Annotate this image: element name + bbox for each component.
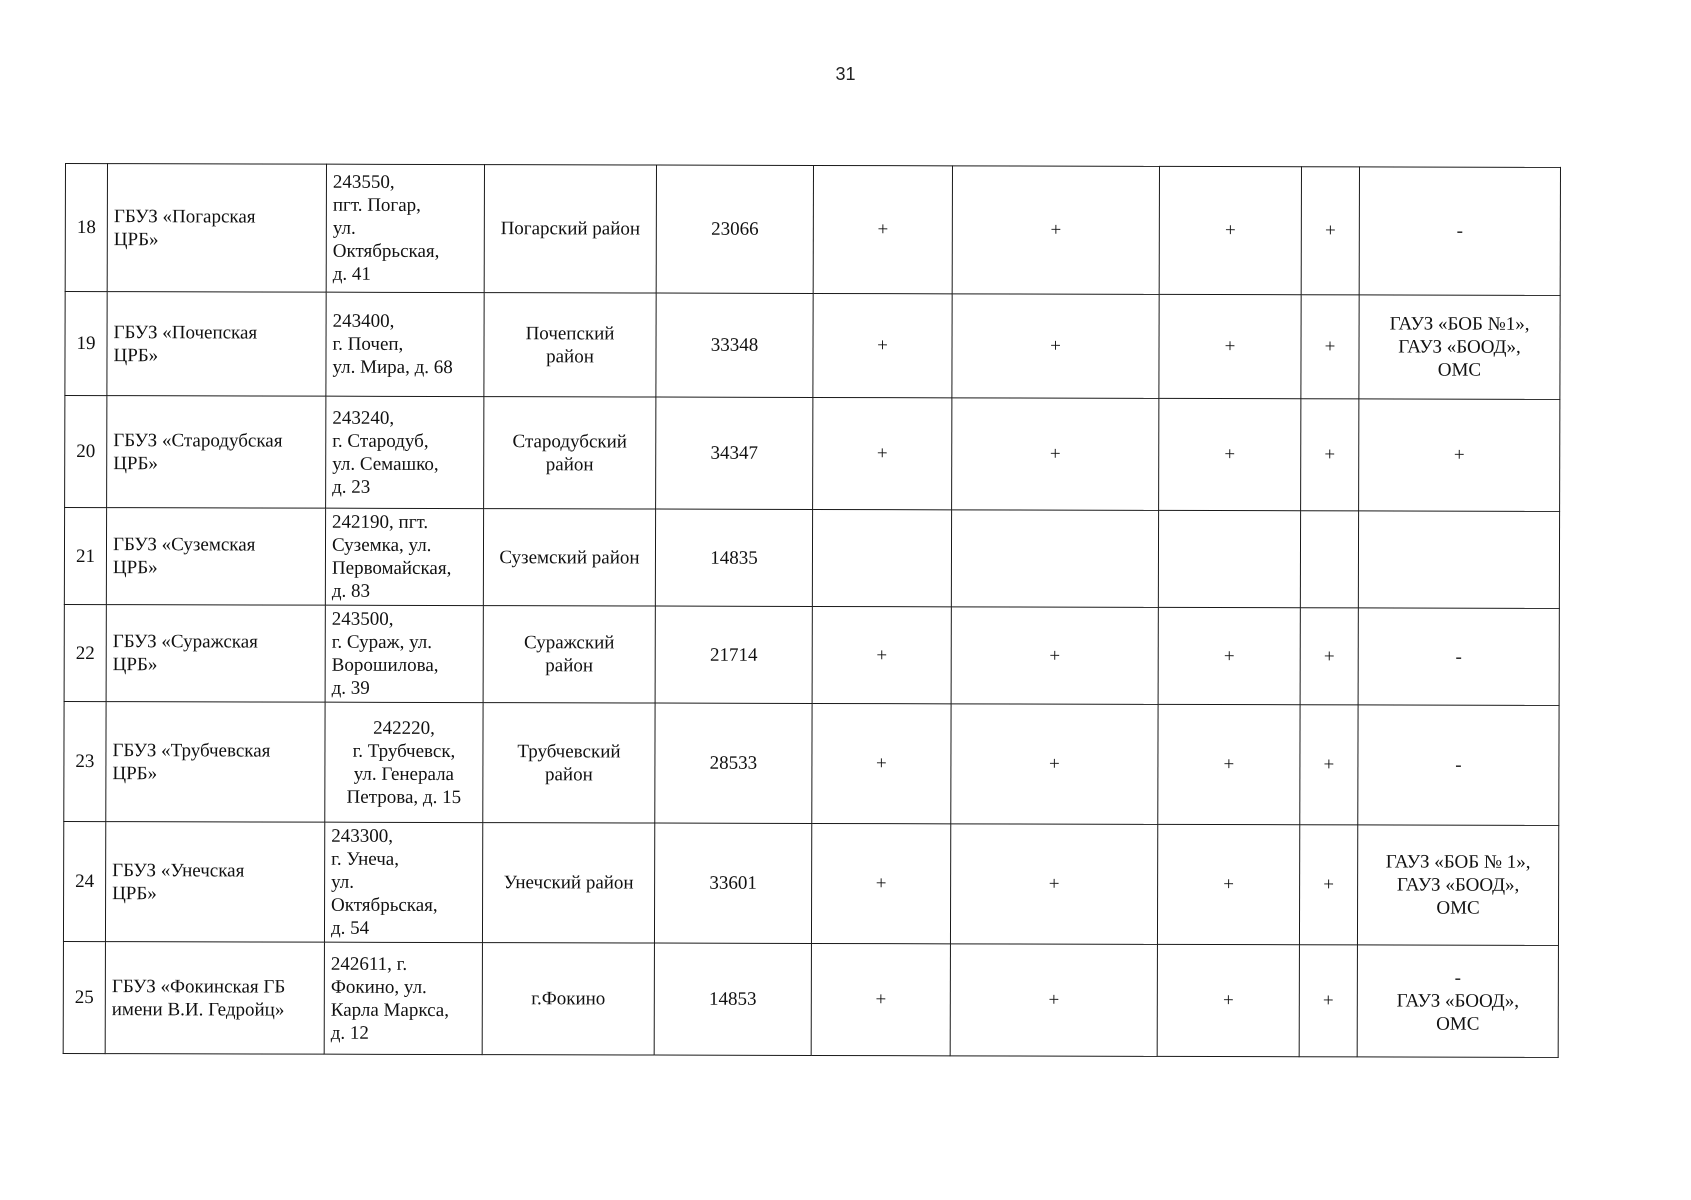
service-area-cell-line: Стародубский: [512, 430, 628, 452]
address-cell-line: г. Сураж, ул.: [331, 631, 433, 653]
table-row: [63, 941, 1558, 1057]
mark-cell: +: [811, 823, 950, 943]
service-area-cell-line: район: [545, 655, 594, 677]
mark-cell: +: [1300, 705, 1358, 825]
address-cell-line: ул. Мира, д. 68: [332, 356, 453, 379]
partner-note-cell: [1359, 399, 1560, 512]
table-row: [64, 508, 1559, 609]
mark-cell: +: [1157, 824, 1299, 944]
mark-cell: +: [813, 397, 952, 509]
address-cell-line: пгт. Погар,: [332, 194, 421, 216]
address-cell-line: 243400,: [332, 310, 395, 332]
address-cell-line: ул. Генерала: [353, 763, 455, 785]
table-row: [65, 292, 1560, 400]
institution-name-cell-line: ГБУЗ «Фокинская ГБ: [111, 975, 286, 998]
address-cell-line: д. 23: [332, 476, 371, 498]
population-cell: 33601: [654, 823, 811, 943]
institution-name-cell: [107, 396, 326, 509]
mark-cell: [1158, 510, 1300, 607]
partner-note-cell-line: ОМС: [1437, 359, 1482, 381]
address-cell-line: д. 41: [332, 263, 371, 285]
partner-note-cell-line: ОМС: [1436, 1013, 1480, 1035]
address-cell-line: д. 83: [331, 580, 371, 602]
partner-note-cell-line: ГАУЗ «БОБ № 1»,: [1385, 851, 1531, 873]
table-row: [65, 164, 1560, 296]
partner-note-cell-line: ГАУЗ «БООД»,: [1396, 990, 1520, 1012]
service-area-cell-line: Суземский район: [499, 546, 640, 569]
address-cell-line: д. 12: [330, 1022, 369, 1044]
service-area-cell-line: Унечский район: [503, 872, 634, 894]
mark-cell: +: [951, 704, 1158, 825]
row-number-cell: 22: [64, 604, 106, 701]
row-number-cell: 23: [64, 701, 106, 821]
mark-cell: +: [812, 703, 951, 823]
address-cell-line: Карла Маркса,: [330, 999, 450, 1021]
mark-cell: +: [950, 824, 1157, 945]
mark-cell: +: [952, 294, 1159, 399]
registry-table-wrapper: [63, 163, 1561, 1058]
table-row: [65, 396, 1560, 512]
service-area-cell-line: Погарский район: [500, 218, 641, 240]
institution-name-cell-line: ЦРБ»: [112, 557, 158, 579]
row-number-cell: 21: [64, 508, 106, 605]
service-area-cell-line: г.Фокино: [531, 988, 606, 1010]
institution-name-cell: [106, 605, 325, 703]
address-cell-line: 243240,: [332, 407, 395, 429]
service-area-cell: [482, 943, 654, 1055]
service-area-cell-line: район: [546, 345, 594, 367]
service-area-cell-line: Почепский: [525, 322, 615, 344]
partner-note-cell: [1358, 511, 1559, 609]
row-number-cell: 20: [65, 396, 107, 508]
institution-name-cell: [106, 702, 325, 823]
address-cell: [326, 164, 484, 292]
institution-name-cell: [106, 508, 325, 606]
registry-table: [63, 163, 1561, 1058]
mark-cell: [1300, 511, 1358, 608]
row-number-cell: 24: [63, 821, 105, 941]
address-cell-line: 243550,: [332, 171, 395, 193]
mark-cell: +: [1159, 294, 1301, 398]
institution-name-cell-line: ЦРБ»: [113, 228, 159, 250]
institution-name-cell-line: ГБУЗ «Погарская: [113, 205, 256, 227]
institution-name-cell: [105, 822, 324, 943]
institution-name-cell: [105, 942, 324, 1055]
address-cell: [325, 508, 483, 605]
institution-name-cell-line: ЦРБ»: [113, 344, 159, 366]
row-number-cell: 19: [65, 292, 107, 396]
population-cell: 14853: [654, 943, 811, 1055]
address-cell: [324, 822, 482, 942]
partner-note-cell-line: -: [1454, 967, 1462, 989]
partner-note-cell: [1357, 825, 1558, 946]
service-area-cell-line: район: [544, 763, 593, 785]
service-area-cell-line: район: [545, 453, 594, 475]
address-cell: [324, 942, 482, 1054]
partner-note-cell-line: +: [1453, 444, 1465, 466]
address-cell-line: 242220,: [373, 717, 435, 739]
service-area-cell: [483, 509, 655, 606]
institution-name-cell-line: ГБУЗ «Стародубская: [113, 429, 283, 452]
mark-cell: +: [1299, 945, 1357, 1057]
address-cell-line: г. Трубчевск,: [352, 740, 456, 762]
address-cell-line: д. 54: [330, 917, 370, 939]
table-body: [63, 164, 1560, 1058]
table-row: [64, 701, 1559, 825]
mark-cell: +: [1300, 608, 1358, 705]
institution-name-cell-line: ГБУЗ «Трубчевская: [112, 739, 271, 762]
mark-cell: [812, 509, 951, 606]
partner-note-cell-line: ОМС: [1436, 897, 1480, 919]
institution-name-cell-line: ГБУЗ «Унечская: [112, 859, 245, 881]
address-cell: [325, 605, 483, 702]
partner-note-cell-line: -: [1455, 754, 1462, 776]
address-cell-line: Суземка, ул.: [331, 534, 432, 556]
address-cell-line: 242190, пгт.: [332, 511, 429, 533]
mark-cell: +: [813, 165, 952, 293]
address-cell-line: Фокино, ул.: [330, 976, 427, 998]
address-cell-line: д. 39: [331, 677, 370, 699]
address-cell-line: ул. Семашко,: [332, 453, 439, 475]
institution-name-cell: [107, 292, 326, 397]
row-number-cell: 18: [65, 164, 107, 292]
page-number: 31: [835, 64, 856, 84]
address-cell-line: г. Почеп,: [332, 333, 404, 355]
mark-cell: +: [813, 293, 952, 397]
service-area-cell-line: Суражский: [523, 632, 615, 654]
institution-name-cell: [107, 164, 326, 293]
address-cell-line: г. Стародуб,: [332, 430, 429, 452]
partner-note-cell-line: -: [1455, 646, 1462, 668]
population-cell: 28533: [655, 703, 812, 823]
population-cell: 14835: [655, 509, 812, 606]
institution-name-cell-line: ЦРБ»: [112, 882, 157, 904]
mark-cell: +: [1158, 704, 1300, 824]
address-cell: [325, 702, 483, 822]
mark-cell: +: [1301, 399, 1359, 511]
partner-note-cell-line: ГАУЗ «БООД»,: [1396, 874, 1520, 896]
mark-cell: +: [1159, 398, 1301, 510]
address-cell: [326, 292, 484, 396]
partner-note-cell: [1358, 705, 1559, 826]
partner-note-cell: [1359, 167, 1560, 296]
mark-cell: +: [1157, 944, 1299, 1056]
address-cell-line: Первомайская,: [331, 557, 452, 580]
service-area-cell: [484, 397, 656, 509]
partner-note-cell-line: -: [1456, 220, 1464, 242]
address-cell-line: Октябрьская,: [332, 240, 440, 262]
institution-name-cell-line: ГБУЗ «Суземская: [112, 534, 256, 556]
mark-cell: +: [812, 606, 951, 703]
population-cell: 33348: [656, 293, 813, 397]
mark-cell: +: [952, 398, 1159, 511]
partner-note-cell: [1359, 295, 1560, 400]
population-cell: 23066: [656, 165, 813, 293]
service-area-cell: [484, 165, 656, 293]
service-area-cell: [484, 293, 656, 397]
service-area-cell-line: Трубчевский: [517, 740, 621, 762]
row-number-cell: 25: [63, 941, 105, 1053]
partner-note-cell-line: ГАУЗ «БООД»,: [1398, 336, 1521, 358]
address-cell-line: 242611, г.: [330, 953, 408, 975]
population-cell: 34347: [656, 397, 813, 509]
address-cell-line: г. Унеча,: [331, 848, 400, 870]
address-cell-line: 243300,: [331, 825, 394, 847]
mark-cell: +: [952, 166, 1159, 295]
institution-name-cell-line: ЦРБ»: [112, 762, 158, 784]
institution-name-cell-line: имени В.И. Гедройц»: [111, 998, 285, 1021]
mark-cell: +: [1159, 166, 1301, 294]
institution-name-cell-line: ЦРБ»: [112, 654, 158, 676]
mark-cell: +: [1301, 295, 1359, 399]
table-row: [64, 604, 1559, 705]
service-area-cell: [482, 823, 654, 943]
address-cell-line: Октябрьская,: [331, 894, 438, 916]
mark-cell: [951, 510, 1158, 608]
institution-name-cell-line: ЦРБ»: [113, 452, 158, 474]
mark-cell: +: [1301, 167, 1359, 295]
address-cell-line: Ворошилова,: [331, 654, 439, 676]
mark-cell: +: [1299, 825, 1357, 945]
address-cell-line: Петрова, д. 15: [346, 786, 462, 808]
mark-cell: +: [951, 607, 1158, 705]
mark-cell: +: [1158, 607, 1300, 704]
partner-note-cell: [1357, 945, 1558, 1058]
institution-name-cell-line: ГБУЗ «Суражская: [112, 631, 258, 653]
address-cell-line: ул.: [332, 217, 356, 239]
table-row: [63, 821, 1558, 945]
mark-cell: +: [950, 944, 1157, 1057]
institution-name-cell-line: ГБУЗ «Почепская: [113, 321, 258, 344]
service-area-cell: [483, 606, 655, 703]
mark-cell: +: [811, 943, 950, 1055]
partner-note-cell: [1358, 608, 1559, 706]
address-cell-line: 243500,: [331, 608, 394, 630]
partner-note-cell-line: ГАУЗ «БОБ №1»,: [1389, 313, 1530, 335]
population-cell: 21714: [655, 606, 812, 703]
service-area-cell: [483, 703, 655, 823]
address-cell-line: ул.: [331, 871, 355, 893]
address-cell: [326, 396, 484, 508]
